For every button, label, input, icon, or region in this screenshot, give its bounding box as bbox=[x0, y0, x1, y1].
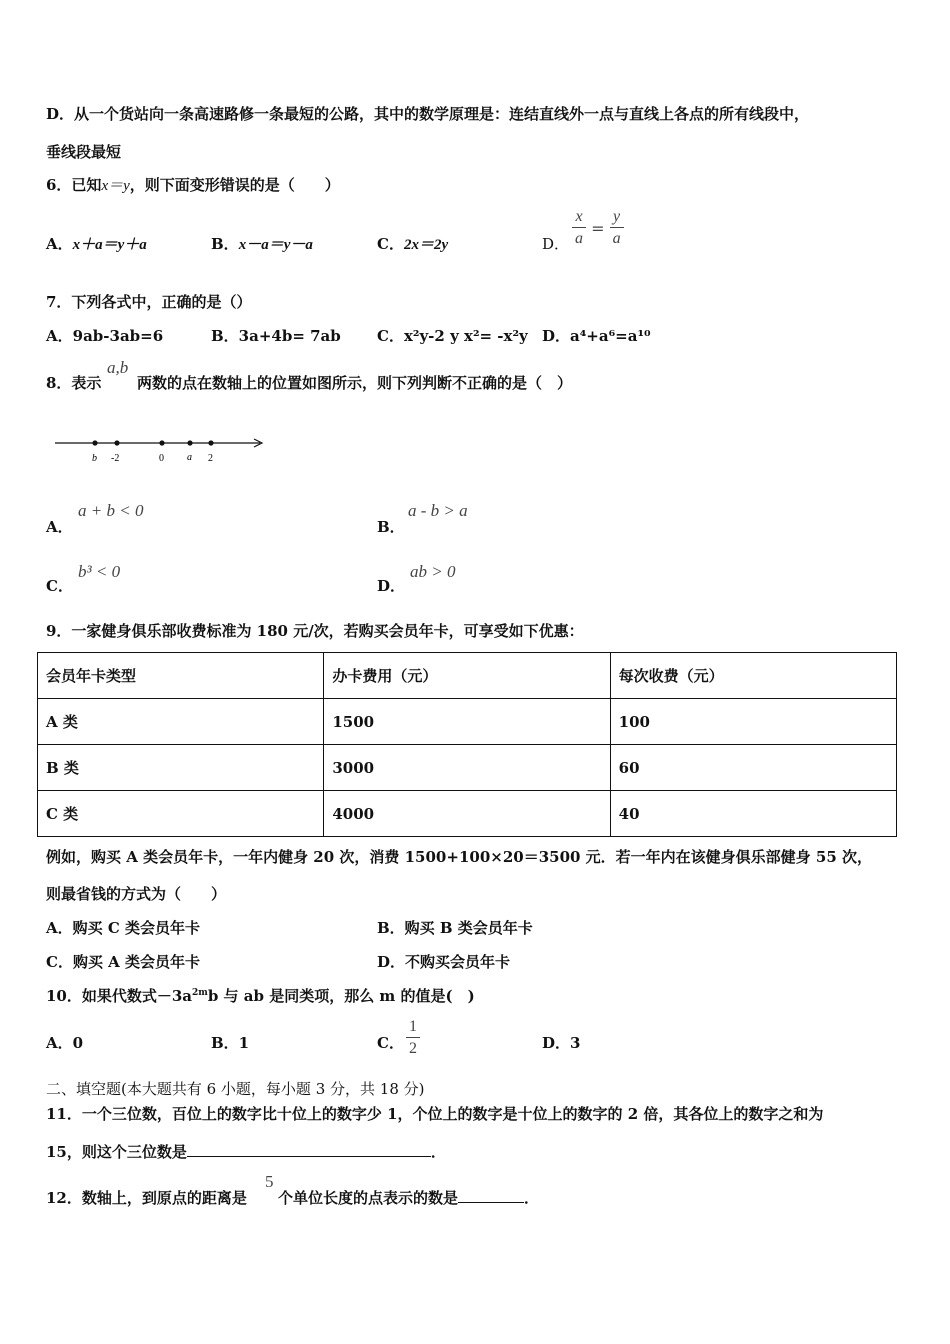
table-cell: 3000 bbox=[324, 745, 610, 791]
q6-option-c-expr: 2x＝2y bbox=[403, 237, 449, 253]
point-a bbox=[187, 440, 192, 445]
q10-option-b: B．1 bbox=[211, 1034, 250, 1052]
q7-option-c bbox=[377, 325, 528, 346]
q6-d-fraction-right bbox=[610, 207, 624, 250]
q10-option-c-fraction bbox=[406, 1017, 420, 1060]
q7-option-d-expr: a⁴+a⁶=a¹⁰ bbox=[570, 327, 651, 345]
q10-exponent: 2m bbox=[192, 988, 208, 998]
q12-prefix: 12．数轴上，到原点的距离是 bbox=[46, 1189, 247, 1207]
q7-option-d-label: D． bbox=[542, 327, 571, 345]
q9-option-a: A．购买 C 类会员年卡 bbox=[46, 919, 201, 937]
q7-option-c-label: C． bbox=[377, 327, 404, 345]
q6-d-num1: x bbox=[572, 207, 586, 228]
q12-suffix: 个单位长度的点表示的数是 bbox=[278, 1189, 459, 1207]
q6-expr: x＝y bbox=[101, 178, 130, 194]
table-cell: B 类 bbox=[38, 745, 324, 791]
table-cell: A 类 bbox=[38, 699, 324, 745]
table-header-cell: 办卡费用（元） bbox=[324, 653, 610, 699]
q10-option-a: A．0 bbox=[46, 1034, 84, 1052]
q6-d-fraction-left bbox=[572, 207, 586, 250]
q10-option-d: D．3 bbox=[542, 1034, 581, 1052]
q11-line2-suffix: ． bbox=[430, 1143, 446, 1161]
q6-d-den1: a bbox=[575, 230, 583, 247]
q6-option-b-label: B． bbox=[211, 235, 239, 253]
q9-example-line1: 例如，购买 A 类会员年卡，一年内健身 20 次，消费 1500+100×20＝3500 元．若一年内在该健身俱乐部健身 55 次， bbox=[46, 848, 872, 866]
q8-option-a-label: A． bbox=[46, 518, 73, 536]
q12-value: 5 bbox=[265, 1172, 274, 1191]
q5-option-d-line2: 垂线段最短 bbox=[46, 143, 122, 161]
table-header-row bbox=[38, 653, 897, 699]
q10-option-c-label: C． bbox=[377, 1034, 404, 1052]
table-row bbox=[38, 699, 897, 745]
q6-d-equals: = bbox=[591, 219, 605, 238]
q6-option-d-expr bbox=[572, 207, 624, 250]
q6-option-c bbox=[377, 233, 448, 254]
point-zero bbox=[159, 440, 164, 445]
q11-line2-prefix: 15，则这个三位数是 bbox=[46, 1143, 187, 1161]
q10-c-denominator: 2 bbox=[409, 1040, 417, 1057]
label-2: 2 bbox=[208, 453, 213, 464]
q6-option-a bbox=[46, 233, 147, 254]
table-cell: C 类 bbox=[38, 791, 324, 837]
label-zero: 0 bbox=[159, 453, 164, 464]
table-cell: 4000 bbox=[324, 791, 610, 837]
q6-option-b bbox=[211, 233, 313, 254]
q6-option-a-expr: x＋a＝y＋a bbox=[72, 237, 147, 253]
q7-option-a: A．9ab-3ab=6 bbox=[46, 327, 164, 345]
q9-option-d: D．不购买会员年卡 bbox=[377, 953, 511, 971]
section2-title: 二、填空题(本大题共有 6 小题，每小题 3 分，共 18 分) bbox=[46, 1080, 425, 1098]
q6-suffix: ，则下面变形错误的是（ ） bbox=[129, 176, 340, 194]
table-header-cell: 会员年卡类型 bbox=[38, 653, 324, 699]
table-row bbox=[38, 745, 897, 791]
q8-option-a-expr: a + b < 0 bbox=[78, 501, 144, 520]
q6-d-den2: a bbox=[612, 230, 621, 247]
q8-ab: a,b bbox=[107, 358, 129, 377]
table-cell: 60 bbox=[610, 745, 896, 791]
q10-c-numerator: 1 bbox=[406, 1017, 420, 1038]
point-2 bbox=[208, 440, 213, 445]
table-row bbox=[38, 791, 897, 837]
number-line bbox=[50, 430, 270, 466]
q8-option-c-expr: b³ < 0 bbox=[78, 562, 121, 581]
q7-option-b: B．3a+4b= 7ab bbox=[211, 327, 341, 345]
q9-option-c: C．购买 A 类会员年卡 bbox=[46, 953, 201, 971]
q8-prefix: 8．表示 bbox=[46, 374, 102, 392]
q9-pricing-table bbox=[37, 652, 897, 837]
q8-option-c-label: C． bbox=[46, 577, 73, 595]
q10-stem-a: 10．如果代数式－3a bbox=[46, 987, 193, 1005]
point-neg2 bbox=[114, 440, 119, 445]
q6-option-c-label: C． bbox=[377, 235, 404, 253]
q10-stem bbox=[46, 985, 475, 1006]
q8-option-d-label: D． bbox=[377, 577, 406, 595]
q11-line1: 11．一个三位数，百位上的数字比十位上的数字少 1，个位上的数字是十位上的数字的 2 倍，其各位上的数字之和为 bbox=[46, 1105, 824, 1123]
q11-answer-blank[interactable] bbox=[187, 1142, 431, 1157]
q7-option-c-expr: x²y-2 y x²= -x²y bbox=[403, 327, 528, 345]
table-header-cell: 每次收费（元） bbox=[610, 653, 896, 699]
q5-option-d-line1: D．从一个货站向一条高速路修一条最短的公路，其中的数学原理是：连结直线外一点与直线上各点的所有线段中， bbox=[46, 105, 810, 123]
table-cell: 100 bbox=[610, 699, 896, 745]
q6-option-d-label: D． bbox=[542, 235, 570, 253]
q8-option-b-label: B． bbox=[377, 518, 405, 536]
q8-option-b-expr: a - b > a bbox=[408, 501, 468, 520]
q6-option-b-expr: x－a＝y－a bbox=[238, 237, 313, 253]
q12-answer-blank[interactable] bbox=[458, 1188, 524, 1203]
q6-d-num2: y bbox=[610, 207, 624, 228]
label-b: b bbox=[92, 453, 97, 464]
q11-line2 bbox=[46, 1141, 446, 1162]
q7-stem: 7．下列各式中，正确的是（） bbox=[46, 293, 252, 311]
q6-prefix: 6．已知 bbox=[46, 176, 102, 194]
q12-end: ． bbox=[524, 1189, 540, 1207]
q6-option-a-label: A． bbox=[46, 235, 73, 253]
q10-stem-b: b 与 ab 是同类项，那么 m 的值是( ) bbox=[207, 987, 475, 1005]
q8-suffix: 两数的点在数轴上的位置如图所示，则下列判断不正确的是（ ） bbox=[137, 374, 573, 392]
point-b bbox=[92, 440, 97, 445]
q9-example-line2: 则最省钱的方式为（ ） bbox=[46, 885, 227, 903]
q9-stem: 9．一家健身俱乐部收费标准为 180 元/次，若购买会员年卡，可享受如下优惠： bbox=[46, 622, 584, 640]
q12-suffix-wrap bbox=[278, 1187, 539, 1208]
q6-stem bbox=[46, 174, 340, 195]
q7-option-d bbox=[542, 325, 651, 346]
label-neg2: -2 bbox=[111, 453, 120, 464]
q8-option-d-expr: ab > 0 bbox=[410, 562, 456, 581]
table-cell: 40 bbox=[610, 791, 896, 837]
table-cell: 1500 bbox=[324, 699, 610, 745]
q9-option-b: B．购买 B 类会员年卡 bbox=[377, 919, 533, 937]
label-a: a bbox=[187, 452, 192, 463]
